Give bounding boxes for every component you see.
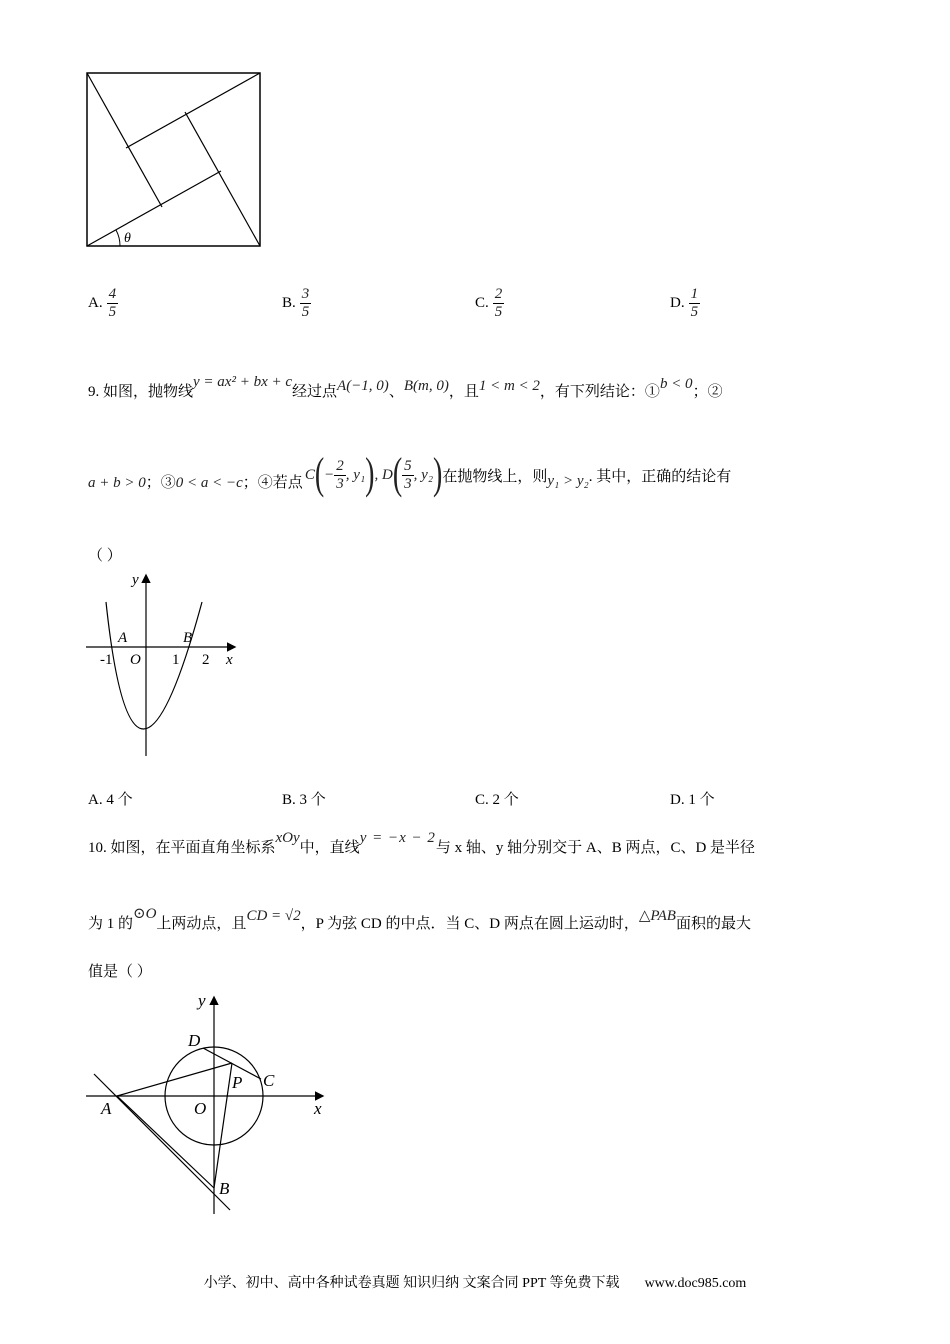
q9-text-on-parabola: 在抛物线上，则 bbox=[442, 468, 548, 485]
q9-text-2: ；② bbox=[692, 384, 723, 400]
q9-figure bbox=[86, 566, 246, 758]
q10-axis-x-label: x bbox=[314, 1099, 322, 1118]
q9-answer-blank: （ ） bbox=[88, 548, 122, 564]
q9-origin-label: O bbox=[130, 652, 141, 668]
q10-text-intersect: 与 x 轴、y 轴分别交于 A、B 两点，C、D 是半径 bbox=[435, 840, 756, 856]
q9-point-d-den: 3 bbox=[404, 475, 412, 492]
q10-axis-y-label: y bbox=[198, 991, 206, 1010]
q9-text-and: ，且 bbox=[448, 384, 479, 400]
q10-point-p-label: P bbox=[232, 1073, 243, 1092]
q10-text-line: 中，直线 bbox=[299, 840, 360, 856]
page-footer bbox=[0, 1272, 950, 1292]
q9-point-c-expr: C ( − $\frac{2}{3}$ , y₁ ) , D ( $\frac{5}{3}$ , y₂ ) bbox=[304, 449, 443, 499]
q9-point-c-den: 3 bbox=[336, 475, 344, 492]
q9-tick-one: 1 bbox=[172, 652, 180, 668]
q9-axis-x-label: x bbox=[226, 652, 233, 668]
q10-coordinate-system: xOy bbox=[275, 830, 300, 846]
q9-point-b-label: B bbox=[183, 630, 193, 646]
q8-option-c[interactable] bbox=[475, 286, 504, 320]
q8-option-d-fraction: $\frac{1}{5}$ bbox=[690, 286, 699, 320]
q9-option-c[interactable] bbox=[475, 788, 519, 809]
q8-option-a[interactable] bbox=[88, 286, 118, 320]
q9-option-d-text: D. 1 个 bbox=[670, 792, 715, 808]
q8-option-b-fraction: $\frac{3}{5}$ bbox=[301, 286, 310, 320]
q9-text-passes: 经过点 bbox=[292, 384, 338, 400]
q10-text-midpoint: ，P 为弦 CD 的中点．当 C、D 两点在圆上运动时， bbox=[300, 916, 639, 932]
q8-option-b[interactable] bbox=[282, 286, 311, 320]
q9-conclusion-2: a + b > 0 bbox=[88, 474, 146, 491]
q10-line-equation: y = −x − 2 bbox=[359, 830, 436, 846]
q9-text-3: ；③ bbox=[145, 474, 176, 491]
q8-option-c-fraction: $\frac{2}{5}$ bbox=[494, 286, 503, 320]
q10-circle-o: ⊙O bbox=[133, 906, 157, 922]
q10-text-radius: 为 1 的 bbox=[88, 916, 134, 932]
q10-text-area-max: 面积的最大 bbox=[675, 916, 751, 932]
q9-option-a-text: A. 4 个 bbox=[88, 792, 133, 808]
q9-line-2 bbox=[88, 449, 732, 499]
q10-line-3: 值是（ ） bbox=[88, 964, 152, 980]
q9-option-b-text: B. 3 个 bbox=[282, 792, 326, 808]
q10-figure bbox=[86, 990, 336, 1218]
q9-conclusion-4: y₁ > y₂ bbox=[547, 472, 589, 489]
q9-point-d-num: 5 bbox=[404, 458, 412, 474]
q8-option-b-letter: B. bbox=[282, 294, 296, 311]
q9-conclusion-3: 0 < a < −c bbox=[175, 474, 243, 491]
q10-line-2 bbox=[88, 906, 751, 933]
q9-conclusion-1: b < 0 bbox=[659, 376, 693, 392]
q10-text-intro: 10. 如图，在平面直角坐标系 bbox=[88, 840, 276, 856]
q9-text-4: ；④若点 bbox=[242, 474, 303, 491]
q9-point-c-num: 2 bbox=[336, 458, 344, 474]
q9-option-d[interactable] bbox=[670, 788, 715, 809]
q10-line-1 bbox=[88, 830, 756, 857]
q8-option-d[interactable] bbox=[670, 286, 700, 320]
q9-point-c-label: C bbox=[304, 466, 315, 483]
q9-sep: 、 bbox=[388, 384, 404, 400]
q9-parabola-equation: y = ax² + bx + c bbox=[193, 374, 293, 390]
q9-point-d-y: y₂ bbox=[421, 466, 434, 483]
q10-point-c-label: C bbox=[263, 1071, 275, 1090]
q9-axis-y-label: y bbox=[132, 572, 139, 588]
q10-text-moving-points: 上两动点，且 bbox=[156, 916, 247, 932]
q9-text-which: . 其中，正确的结论有 bbox=[588, 468, 732, 485]
q9-text-intro: 9. 如图，抛物线 bbox=[88, 384, 194, 400]
q8-option-c-letter: C. bbox=[475, 294, 489, 311]
q9-option-a[interactable] bbox=[88, 788, 133, 809]
q10-chord-length: CD = √2 bbox=[246, 908, 301, 924]
q8-option-d-letter: D. bbox=[670, 294, 685, 311]
q10-point-d-label: D bbox=[188, 1031, 201, 1050]
footer-text: 小学、初中、高中各种试卷真题 知识归纳 文案合同 PPT 等免费下载 bbox=[203, 1276, 620, 1291]
q9-line-1 bbox=[88, 374, 723, 401]
q9-point-d-label: , D bbox=[374, 466, 393, 483]
angle-theta-label: θ bbox=[124, 231, 131, 246]
q9-point-a-label: A bbox=[118, 630, 128, 646]
q9-point-a: A(−1, 0) bbox=[337, 378, 389, 394]
footer-url[interactable]: www.doc985.com bbox=[644, 1276, 747, 1291]
q9-condition-m: 1 < m < 2 bbox=[478, 378, 540, 394]
q8-option-a-fraction: $\frac{4}{5}$ bbox=[108, 286, 117, 320]
q10-point-a-label: A bbox=[101, 1099, 112, 1118]
q9-option-c-text: C. 2 个 bbox=[475, 792, 519, 808]
q9-option-b[interactable] bbox=[282, 788, 326, 809]
q10-origin-label: O bbox=[194, 1099, 207, 1118]
q10-triangle-pab: △PAB bbox=[638, 908, 676, 924]
q10-point-b-label: B bbox=[219, 1179, 230, 1198]
q9-point-b: B(m, 0) bbox=[403, 378, 449, 394]
q9-text-conclusions: ，有下列结论：① bbox=[539, 384, 660, 400]
q9-tick-minus-one: -1 bbox=[100, 652, 113, 668]
q9-tick-two: 2 bbox=[202, 652, 210, 668]
q8-option-a-letter: A. bbox=[88, 294, 103, 311]
q9-point-c-y: y₁ bbox=[353, 466, 366, 483]
q8-figure bbox=[84, 70, 264, 250]
